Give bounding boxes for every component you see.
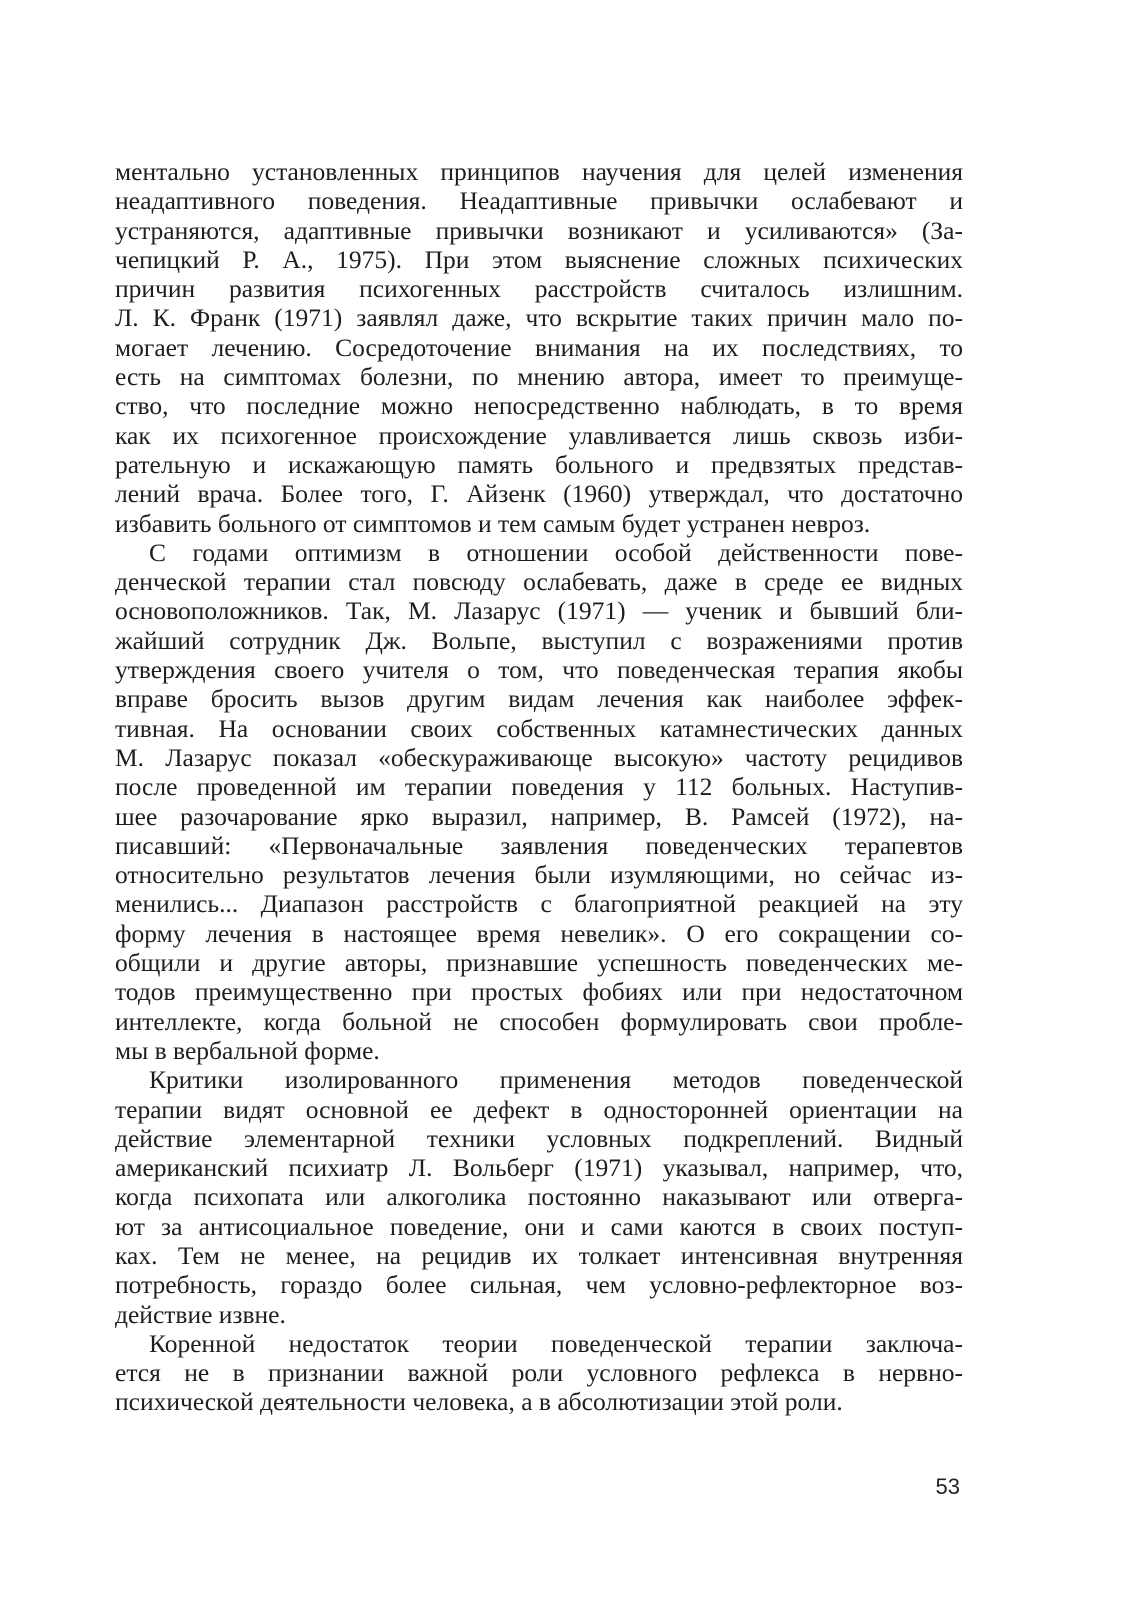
text-line: ется не в признании важной роли условного рефлекса в нервно- xyxy=(115,1358,963,1388)
text-line: форму лечения в настоящее время невелик». О его сокращении со- xyxy=(115,918,963,948)
text-line: лений врача. Более того, Г. Айзенк (1960) утверждал, что достаточно xyxy=(115,479,963,509)
text-line: американский психиатр Л. Вольберг (1971) указывал, например, что, xyxy=(115,1153,963,1183)
text-line: ют за антисоциальное поведение, они и сами каются в своих поступ- xyxy=(115,1211,963,1241)
text-line: шее разочарование ярко выразил, например, В. Рамсей (1972), на- xyxy=(115,801,963,831)
text-line: мы в вербальной форме. xyxy=(115,1035,380,1065)
text-line: ках. Тем не менее, на рецидив их толкает интенсивная внутренняя xyxy=(115,1240,963,1270)
text-line: действие элементарной техники условных подкреплений. Видный xyxy=(115,1123,963,1153)
text-line: общили и другие авторы, признавшие успешность поведенческих ме- xyxy=(115,948,963,978)
text-line: причин развития психогенных расстройств считалось излишним. xyxy=(115,274,963,304)
text-line: ство, что последние можно непосредственно наблюдать, в то время xyxy=(115,391,963,421)
page-number: 53 xyxy=(935,1474,960,1499)
text-line: М. Лазарус показал «обескураживающе высокую» частоту рецидивов xyxy=(115,742,963,772)
text-line: жайший сотрудник Дж. Вольпе, выступил с возражениями против xyxy=(115,625,963,655)
text-line: потребность, гораздо более сильная, чем условно-рефлекторное воз- xyxy=(115,1270,963,1300)
text-line: когда психопата или алкоголика постоянно наказывают или отверга- xyxy=(115,1182,963,1212)
text-line: вправе бросить вызов другим видам лечения как наиболее эффек- xyxy=(115,684,963,714)
text-line: рательную и искажающую память больного и предвзятых представ- xyxy=(115,449,963,479)
text-line: относительно результатов лечения были изумляющими, но сейчас из- xyxy=(115,860,963,890)
body-text xyxy=(115,157,963,1417)
text-line: ментально установленных принципов научения для целей изменения xyxy=(115,157,963,186)
paragraph xyxy=(115,1329,963,1417)
text-line: утверждения своего учителя о том, что поведенческая терапия якобы xyxy=(115,655,963,685)
paragraph xyxy=(115,157,963,538)
text-line: терапии видят основной ее дефект в односторонней ориентации на xyxy=(115,1094,963,1124)
paragraph xyxy=(115,1065,963,1329)
text-line: устраняются, адаптивные привычки возникают и усиливаются» (За- xyxy=(115,215,963,245)
paragraph xyxy=(115,538,963,1065)
text-line: основоположников. Так, М. Лазарус (1971) — ученик и бывший бли- xyxy=(115,596,963,626)
text-line: менились... Диапазон расстройств с благоприятной реакцией на эту xyxy=(115,889,963,919)
text-line: действие извне. xyxy=(115,1299,286,1329)
text-line: после проведенной им терапии поведения у 112 больных. Наступив- xyxy=(115,772,963,802)
text-line: неадаптивного поведения. Неадаптивные привычки ослабевают и xyxy=(115,186,963,216)
text-line: Критики изолированного применения методов поведенческой xyxy=(149,1065,963,1095)
text-line: психической деятельности человека, а в абсолютизации этой роли. xyxy=(115,1387,843,1417)
text-line: интеллекте, когда больной не способен формулировать свои пробле- xyxy=(115,1006,963,1036)
text-line: есть на симптомах болезни, по мнению автора, имеет то преимуще- xyxy=(115,362,963,392)
text-line: тивная. На основании своих собственных катамнестических данных xyxy=(115,713,963,743)
text-line: Л. К. Франк (1971) заявлял даже, что вскрытие таких причин мало по- xyxy=(115,303,963,333)
text-line: тодов преимущественно при простых фобиях или при недостаточном xyxy=(115,977,963,1007)
text-line: Коренной недостаток теории поведенческой терапии заключа- xyxy=(149,1328,963,1358)
text-line: избавить больного от симптомов и тем самым будет устранен невроз. xyxy=(115,508,871,538)
text-line: как их психогенное происхождение улавливается лишь сквозь изби- xyxy=(115,420,963,450)
text-line: денческой терапии стал повсюду ослабевать, даже в среде ее видных xyxy=(115,567,963,597)
text-line: могает лечению. Сосредоточение внимания на их последствиях, то xyxy=(115,332,963,362)
text-line: С годами оптимизм в отношении особой действенности пове- xyxy=(149,537,963,567)
text-line: чепицкий Р. А., 1975). При этом выяснение сложных психических xyxy=(115,244,963,274)
text-line: писавший: «Первоначальные заявления поведенческих терапевтов xyxy=(115,830,963,860)
